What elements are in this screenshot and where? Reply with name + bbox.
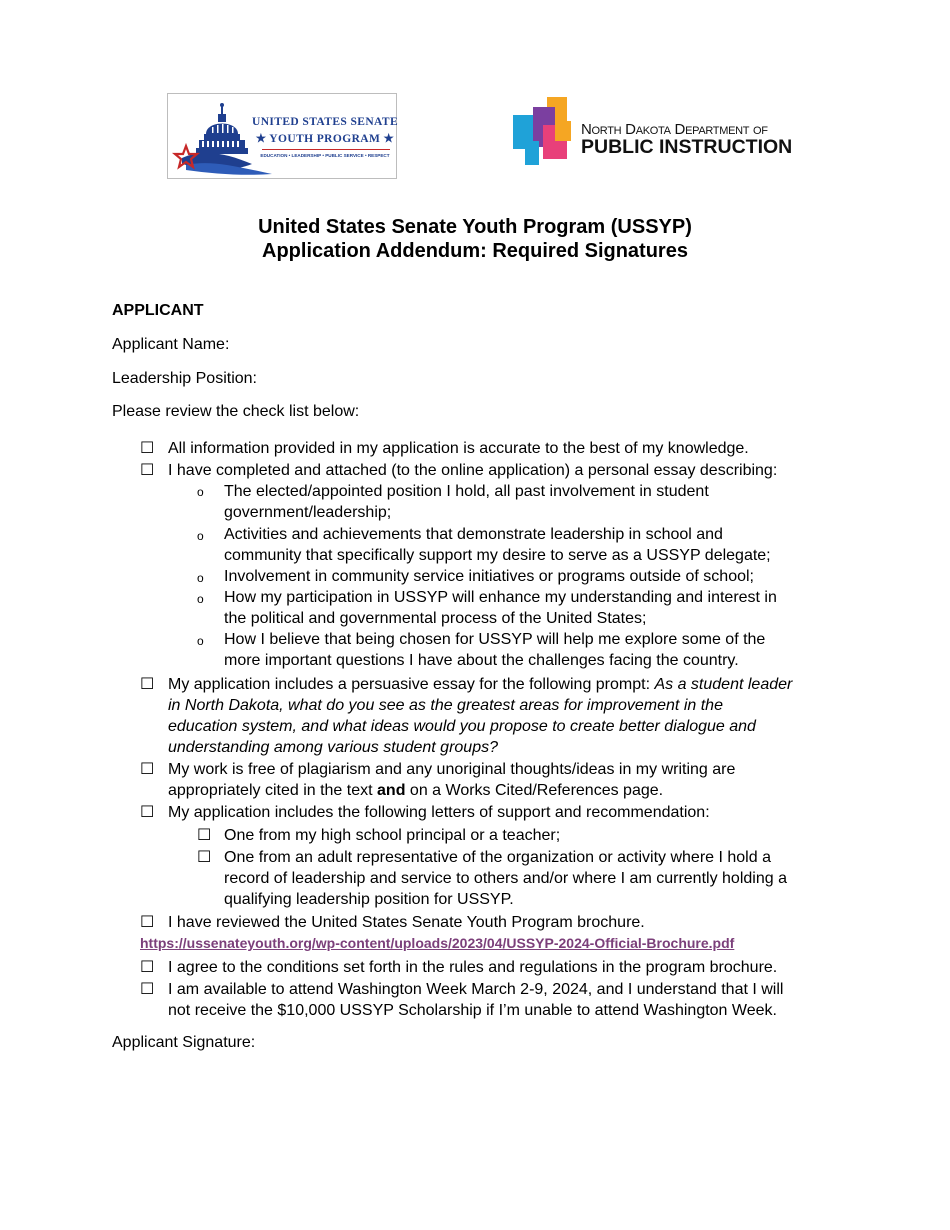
- applicant-name-label: Applicant Name:: [112, 336, 230, 353]
- bullet-icon: o: [197, 634, 204, 648]
- checkbox-persuasive[interactable]: ☐: [140, 676, 155, 693]
- essay-point: How my participation in USSYP will enhance my understanding and interest in: [224, 589, 777, 606]
- persuasive-prompt: As a student leader: [654, 676, 793, 693]
- essay-point: Activities and achievements that demonstrate leadership in school and: [224, 526, 723, 543]
- checkbox-letter-principal[interactable]: ☐: [197, 827, 212, 844]
- checklist-item-persuasive: [168, 674, 792, 695]
- checkbox-conditions[interactable]: ☐: [140, 959, 155, 976]
- persuasive-prompt-cont: education system, and what ideas would you propose to create better dialogue and: [168, 718, 756, 735]
- persuasive-prefix: My application includes a persuasive essay for the following prompt:: [168, 676, 655, 693]
- checkbox-availability[interactable]: ☐: [140, 981, 155, 998]
- checklist-item-availability-cont: not receive the $10,000 USSYP Scholarship if I’m unable to attend Washington Week.: [168, 1002, 777, 1019]
- brochure-link[interactable]: https://ussenateyouth.org/wp-content/uploads/2023/04/USSYP-2024-Official-Brochure.pdf: [140, 935, 735, 951]
- checklist-item-letters: My application includes the following letters of support and recommendation:: [168, 804, 710, 821]
- letter-adult-cont: qualifying leadership position for USSYP.: [224, 891, 514, 908]
- essay-point-cont: government/leadership;: [224, 504, 392, 521]
- checkbox-plagiarism[interactable]: ☐: [140, 761, 155, 778]
- checkbox-brochure[interactable]: ☐: [140, 914, 155, 931]
- checkbox-letters[interactable]: ☐: [140, 804, 155, 821]
- checklist-item-accurate: All information provided in my application is accurate to the best of my knowledge.: [168, 440, 749, 457]
- bullet-icon: o: [197, 592, 204, 606]
- checkbox-essay[interactable]: ☐: [140, 462, 155, 479]
- essay-point: Involvement in community service initiatives or programs outside of school;: [224, 568, 754, 585]
- ndpi-logo-line2: PUBLIC INSTRUCTION: [581, 136, 793, 158]
- letter-adult: One from an adult representative of the organization or activity where I hold a: [224, 849, 771, 866]
- checklist-item-brochure: I have reviewed the United States Senate Youth Program brochure.: [168, 914, 645, 931]
- plagiarism-pre: appropriately cited in the text: [168, 782, 378, 799]
- ussyp-logo-line2: ★ YOUTH PROGRAM ★: [255, 133, 395, 145]
- leadership-position-label: Leadership Position:: [112, 370, 257, 387]
- ndpi-logo-line1: North Dakota Department of: [581, 121, 768, 138]
- essay-point-cont: community that specifically support my desire to serve as a USSYP delegate;: [224, 547, 771, 564]
- essay-point: How I believe that being chosen for USSYP will help me explore some of the: [224, 631, 766, 648]
- letter-principal: One from my high school principal or a teacher;: [224, 827, 561, 844]
- ussyp-logo-tagline: EDUCATION • LEADERSHIP • PUBLIC SERVICE • RESPECT: [260, 153, 390, 158]
- checklist-item-plagiarism-cont: [168, 780, 663, 801]
- applicant-signature-label: Applicant Signature:: [112, 1034, 256, 1051]
- page-title-line2: Application Addendum: Required Signatures: [262, 240, 688, 262]
- applicant-section-heading: APPLICANT: [112, 302, 204, 319]
- persuasive-prompt-cont: in North Dakota, what do you see as the greatest areas for improvement in the: [168, 697, 723, 714]
- ussyp-logo: [167, 93, 397, 179]
- checklist-item-essay: I have completed and attached (to the online application) a personal essay describing:: [168, 462, 778, 479]
- checkbox-accurate[interactable]: ☐: [140, 440, 155, 457]
- checkbox-letter-adult[interactable]: ☐: [197, 849, 212, 866]
- checklist-item-availability: I am available to attend Washington Week March 2-9, 2024, and I understand that I will: [168, 981, 784, 998]
- bullet-icon: o: [197, 485, 204, 499]
- persuasive-prompt-cont: understanding among various student groups?: [168, 739, 498, 756]
- page-title-line1: United States Senate Youth Program (USSYP): [258, 216, 692, 238]
- essay-point-cont: more important questions I have about the challenges facing the country.: [224, 652, 739, 669]
- bullet-icon: o: [197, 571, 204, 585]
- essay-point: The elected/appointed position I hold, all past involvement in student: [224, 483, 709, 500]
- ndpi-mark-icon: [513, 97, 577, 169]
- ussyp-logo-line1: UNITED STATES SENATE: [252, 116, 399, 128]
- plagiarism-post: on a Works Cited/References page.: [405, 782, 664, 799]
- plagiarism-bold: and: [377, 782, 406, 799]
- ndpi-logo: [513, 97, 803, 169]
- essay-point-cont: the political and governmental process of the United States;: [224, 610, 647, 627]
- checklist-intro: Please review the check list below:: [112, 403, 360, 420]
- checklist-item-plagiarism: My work is free of plagiarism and any unoriginal thoughts/ideas in my writing are: [168, 761, 736, 778]
- bullet-icon: o: [197, 529, 204, 543]
- checklist-item-conditions: I agree to the conditions set forth in the rules and regulations in the program brochure.: [168, 959, 778, 976]
- letter-adult-cont: record of leadership and service to others and/or where I am currently holding a: [224, 870, 787, 887]
- ussyp-logo-rule: [262, 149, 390, 150]
